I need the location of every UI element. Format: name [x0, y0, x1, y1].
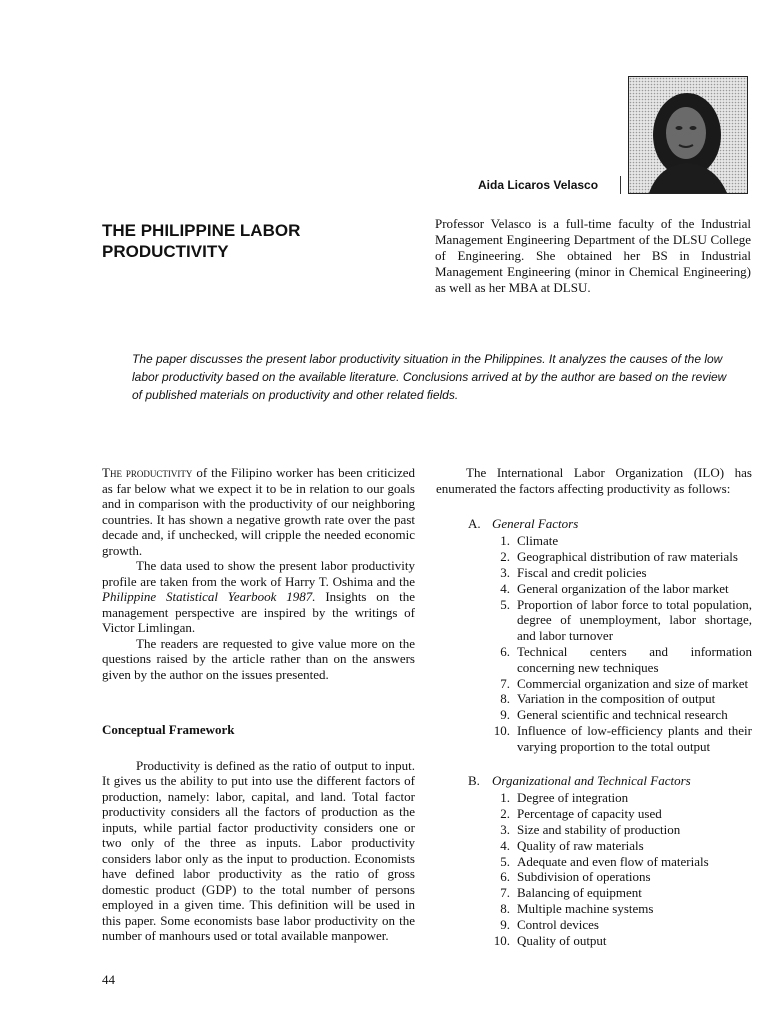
list-item-text: Quality of output — [517, 932, 607, 948]
organizational-factors-list — [436, 790, 752, 948]
group-b-heading — [468, 773, 752, 789]
list-item-text: Commercial organization and size of market — [517, 675, 749, 691]
author-name-rule — [620, 176, 621, 194]
list-item — [436, 707, 752, 723]
group-a-heading — [468, 516, 752, 532]
list-item-text: General organization of the labor market — [517, 580, 729, 596]
list-item-number: 1. — [500, 533, 510, 549]
data-sources-text-a: The data used to show the present labor productivity profile are taken from the work of Harry T. Oshima and the — [102, 558, 415, 589]
list-item-text: Multiple machine systems — [517, 900, 654, 916]
list-item-number: 1. — [500, 790, 510, 806]
list-item-text: Influence of low-efficiency plants and their varying proportion to the total output — [517, 722, 752, 754]
list-item-text: Balancing of equipment — [517, 885, 642, 901]
list-item-number: 7. — [500, 675, 510, 691]
right-column — [436, 465, 752, 948]
list-item-number: 10. — [493, 932, 510, 948]
list-item-text: General scientific and technical research — [517, 707, 728, 723]
list-item-text: Control devices — [517, 916, 599, 932]
list-item-number: 8. — [500, 900, 510, 916]
list-item-number: 5. — [500, 596, 510, 612]
article-title — [102, 220, 402, 262]
list-item — [436, 644, 752, 676]
list-item — [436, 869, 752, 885]
list-item-text: Climate — [517, 533, 559, 549]
list-item-number: 5. — [500, 853, 510, 869]
author-name: Aida Licaros Velasco — [478, 178, 599, 192]
list-item-number: 6. — [500, 643, 510, 659]
list-item-text: Size and stability of production — [517, 821, 681, 837]
list-item — [436, 933, 752, 949]
paragraph-productivity-definition: Productivity is defined as the ratio of output to input. It gives us the ability to put into use the different factors of production, namely: labor, capital, and land. Total factor productivity considers all the factors of production as the inputs, while partial factor productivity considers one or two only of the three as inputs. Labor productivity considers labor only as the input to production. Economists have defined labor productivity as the ratio of gross domestic product (GDP) to the total number of persons employed in a given time. This definition will be used in this paper. Some economists base labor productivity on the number of manhours used or total available manpower. — [102, 757, 415, 943]
list-item-number: 2. — [500, 549, 510, 565]
list-item — [436, 822, 752, 838]
list-item-text: Percentage of capacity used — [517, 806, 662, 822]
list-item — [436, 581, 752, 597]
list-item-text: Quality of raw materials — [517, 837, 644, 853]
group-b-label: Organizational and Technical Factors — [492, 772, 691, 788]
paragraph-data-sources — [102, 558, 415, 636]
list-item — [436, 676, 752, 692]
list-item-number: 3. — [500, 821, 510, 837]
list-item — [436, 917, 752, 933]
list-item-number: 2. — [500, 806, 510, 822]
list-item-text: Geographical distribution of raw materials — [517, 549, 738, 565]
paragraph-readers-note: The readers are requested to give value more on the questions raised by the article rather than on the answers given by the author on the issues presented. — [102, 635, 415, 682]
list-item-number: 10. — [493, 722, 510, 738]
yearbook-title: Philippine Statistical Yearbook 1987. — [102, 589, 316, 604]
list-item-text: Technical centers and information concerning new techniques — [517, 643, 752, 675]
list-item — [436, 597, 752, 644]
list-item — [436, 723, 752, 755]
list-item-number: 4. — [500, 837, 510, 853]
ilo-intro: The International Labor Organization (ILO) has enumerated the factors affecting productivity as follows: — [436, 465, 752, 496]
list-item-text: Degree of integration — [517, 790, 629, 806]
list-item-number: 9. — [500, 707, 510, 723]
group-b-letter: B. — [468, 772, 480, 788]
group-a-letter: A. — [468, 515, 481, 531]
list-item-number: 9. — [500, 916, 510, 932]
list-item-number: 3. — [500, 564, 510, 580]
list-item-text: Variation in the composition of output — [517, 691, 716, 707]
list-item-number: 7. — [500, 885, 510, 901]
list-item — [436, 838, 752, 854]
list-item-number: 4. — [500, 580, 510, 596]
article-title-line-1: THE PHILIPPINE LABOR — [102, 221, 301, 240]
author-photo — [628, 76, 748, 194]
list-item — [436, 854, 752, 870]
list-item-number: 8. — [500, 691, 510, 707]
list-item-text: Subdivision of operations — [517, 869, 651, 885]
page-number: 44 — [102, 972, 115, 987]
list-item — [436, 565, 752, 581]
list-item-text: Adequate and even flow of materials — [517, 853, 709, 869]
list-item — [436, 691, 752, 707]
paragraph-intro — [102, 465, 415, 558]
general-factors-list — [436, 533, 752, 754]
article-title-line-2: PRODUCTIVITY — [102, 242, 229, 261]
list-item — [436, 533, 752, 549]
author-portrait-image — [629, 77, 747, 193]
section-heading-conceptual-framework: Conceptual Framework — [102, 722, 235, 737]
list-item-number: 6. — [500, 869, 510, 885]
list-item — [436, 901, 752, 917]
left-column — [102, 465, 415, 944]
author-bio: Professor Velasco is a full-time faculty of the Industrial Management Engineering Department of the DLSU College of Engineering. She obtained her BS in Industrial Management Engineering (minor in Chemical Engineering) as well as her MBA at DLSU. — [435, 216, 751, 295]
list-item — [436, 806, 752, 822]
list-item — [436, 885, 752, 901]
paragraph-intro-text: of the Filipino worker has been criticized as far below what we expect it to be in relation to our goals and in comparison with the productivity of our neighboring countries. It has shown a negative growth rate over the past decade and, if unchecked, will cripple the needed economic growth. — [102, 465, 415, 558]
group-a-label: General Factors — [492, 515, 579, 531]
abstract: The paper discusses the present labor productivity situation in the Philippines. It analyzes the causes of the low labor productivity based on the available literature. Conclusions arrived at by the author are based on the review of published materials on productivity and other related fields. — [132, 352, 727, 402]
list-item-text: Proportion of labor force to total population, degree of unemployment, labor shortage, and labor turnover — [517, 596, 752, 644]
list-item-text: Fiscal and credit policies — [517, 564, 647, 580]
lead-in-smallcaps: The productivity — [102, 465, 193, 480]
list-item — [436, 549, 752, 565]
list-item — [436, 790, 752, 806]
data-sources-text-b: Insights on the management perspective are inspired by the writings of Victor Limlingan. — [102, 589, 415, 635]
